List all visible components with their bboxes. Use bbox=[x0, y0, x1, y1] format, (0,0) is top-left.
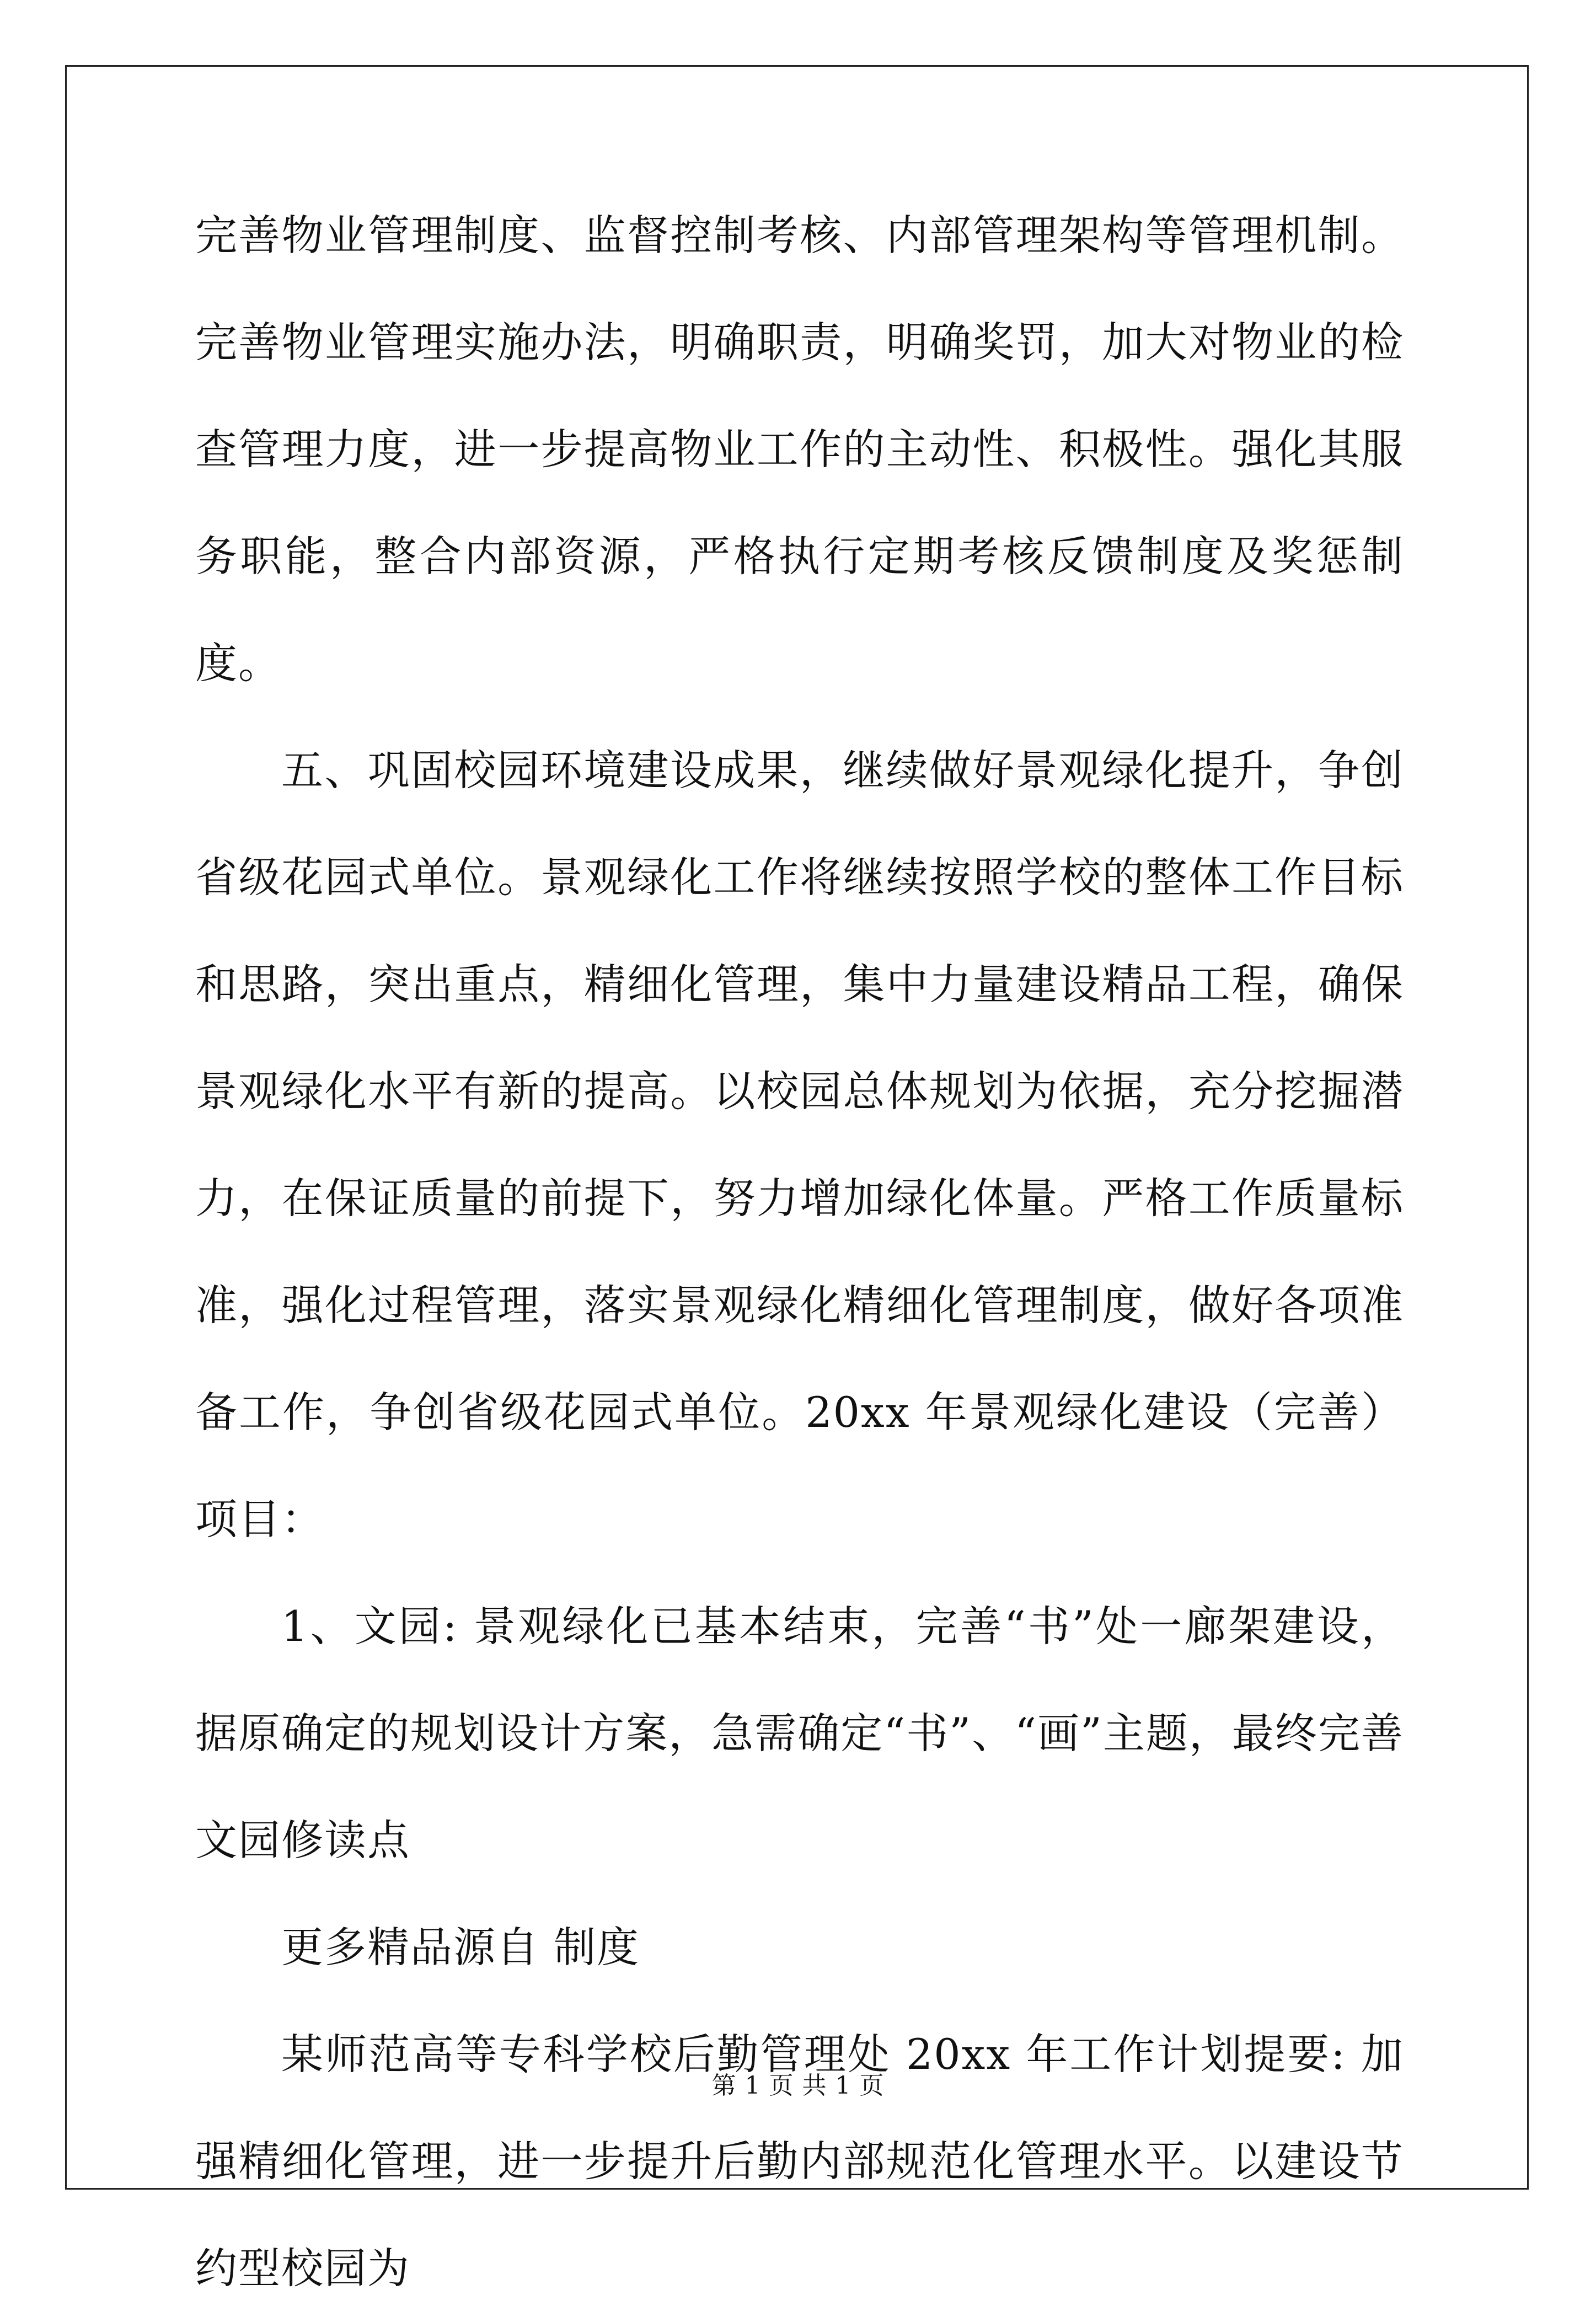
paragraph-5: 某师范高等专科学校后勤管理处 20xx 年工作计划提要: 加强精细化管理，进一步提升后勤内部规范化管理水平。以建设节约型校园为 bbox=[195, 2030, 1404, 2293]
paragraph-1: 完善物业管理制度、监督控制考核、内部管理架构等管理机制。完善物业管理实施办法，明确职责，明确奖罚，加大对物业的检查管理力度，进一步提高物业工作的主动性、积极性。强化其服务职能，整合内部资源，严格执行定期考核反馈制度及奖惩制度。 bbox=[195, 211, 1404, 688]
page-footer: 第 1 页 共 1 页 bbox=[711, 2072, 885, 2100]
paragraph-2: 五、巩固校园环境建设成果，继续做好景观绿化提升，争创省级花园式单位。景观绿化工作将继续按照学校的整体工作目标和思路，突出重点，精细化管理，集中力量建设精品工程，确保景观绿化水平有新的提高。以校园总体规划为依据，充分挖掘潜力，在保证质量的前提下，努力增加绿化体量。严格工作质量标准，强化过程管理，落实景观绿化精细化管理制度，做好各项准备工作，争创省级花园式单位。20xx 年景观绿化建设（完善）项目： bbox=[195, 746, 1404, 1544]
paragraph-3: 1、文园: 景观绿化已基本结束，完善“书”处一廊架建设，据原确定的规划设计方案，急需确定“书”、“画”主题，最终完善文园修读点 bbox=[195, 1602, 1404, 1865]
document-body bbox=[195, 182, 1404, 2322]
paragraph-4: 更多精品源自 制度 bbox=[281, 1923, 640, 1972]
